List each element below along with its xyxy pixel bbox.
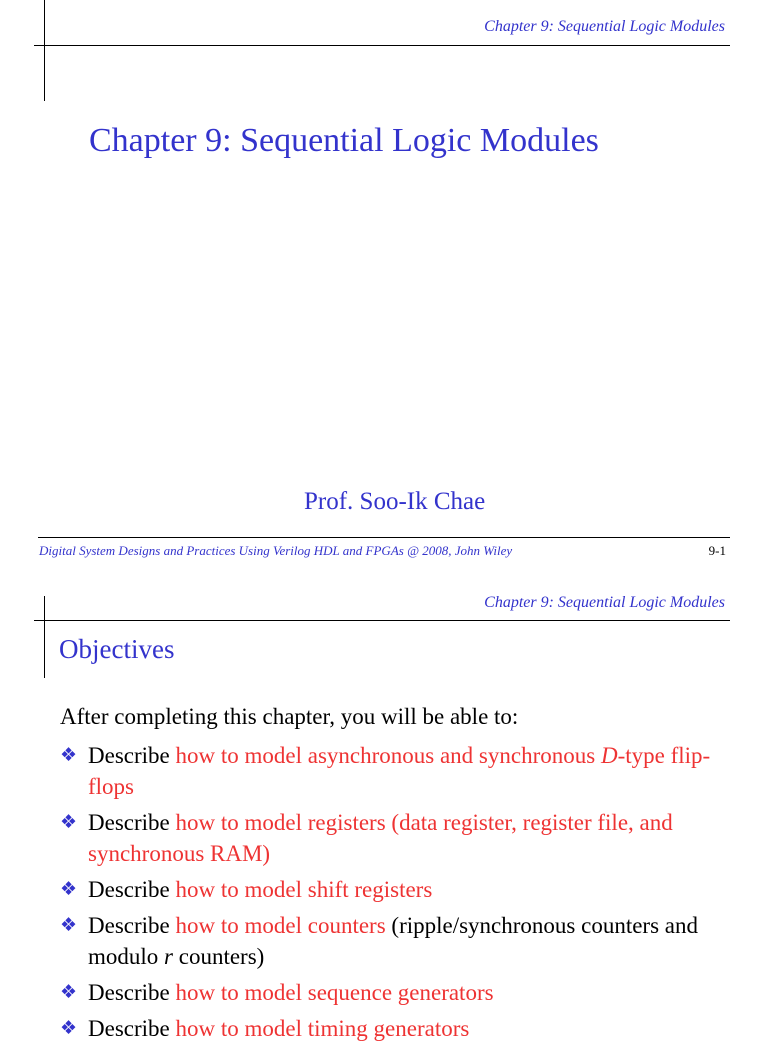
item-prefix: Describe bbox=[88, 810, 176, 835]
list-item bbox=[60, 910, 720, 972]
diamond-bullet-icon: ❖ bbox=[60, 1017, 78, 1039]
corner-vertical-rule bbox=[44, 596, 45, 678]
item-highlight: how to model shift registers bbox=[175, 877, 433, 902]
item-highlight: how to model asynchronous and synchronous bbox=[175, 743, 601, 768]
footer-rule bbox=[38, 537, 730, 538]
objectives-list bbox=[60, 740, 720, 1049]
footer-text: Digital System Designs and Practices Using Verilog HDL and FPGAs @ 2008, John Wiley bbox=[39, 543, 513, 558]
header-rule bbox=[34, 620, 730, 621]
item-highlight: how to model sequence generators bbox=[175, 980, 494, 1005]
list-item bbox=[60, 874, 720, 905]
item-prefix: Describe bbox=[88, 913, 176, 938]
running-head: Chapter 9: Sequential Logic Modules bbox=[484, 18, 725, 35]
item-highlight-end: -type flip-flops bbox=[88, 743, 711, 799]
list-item bbox=[60, 807, 720, 869]
header-rule bbox=[34, 45, 730, 46]
diamond-bullet-icon: ❖ bbox=[60, 744, 78, 766]
item-highlight: how to model registers (data register, register file, and synchronous RAM) bbox=[88, 810, 673, 866]
intro-text: After completing this chapter, you will be able to: bbox=[60, 704, 519, 729]
diamond-bullet-icon: ❖ bbox=[60, 914, 78, 936]
item-suffix-end: counters) bbox=[172, 944, 265, 969]
page-number: 9-1 bbox=[708, 543, 726, 558]
item-highlight: how to model timing generators bbox=[175, 1016, 470, 1041]
item-prefix: Describe bbox=[88, 980, 176, 1005]
corner-vertical-rule bbox=[44, 0, 45, 101]
item-suffix: (ripple/synchronous counters and modulo bbox=[88, 913, 698, 969]
diamond-bullet-icon: ❖ bbox=[60, 981, 78, 1003]
chapter-title: Chapter 9: Sequential Logic Modules bbox=[89, 122, 599, 159]
running-head: Chapter 9: Sequential Logic Modules bbox=[484, 594, 725, 611]
diamond-bullet-icon: ❖ bbox=[60, 811, 78, 833]
item-prefix: Describe bbox=[88, 877, 176, 902]
diamond-bullet-icon: ❖ bbox=[60, 878, 78, 900]
list-item bbox=[60, 1013, 720, 1044]
list-item bbox=[60, 740, 720, 802]
slide-objectives bbox=[0, 574, 768, 1041]
item-prefix: Describe bbox=[88, 1016, 176, 1041]
item-suffix-italic: r bbox=[164, 944, 173, 969]
slide-heading: Objectives bbox=[59, 634, 175, 664]
item-prefix: Describe bbox=[88, 743, 176, 768]
author-name: Prof. Soo-Ik Chae bbox=[304, 488, 486, 515]
item-highlight-italic: D bbox=[600, 743, 618, 768]
list-item bbox=[60, 977, 720, 1008]
item-highlight: how to model counters bbox=[175, 913, 386, 938]
